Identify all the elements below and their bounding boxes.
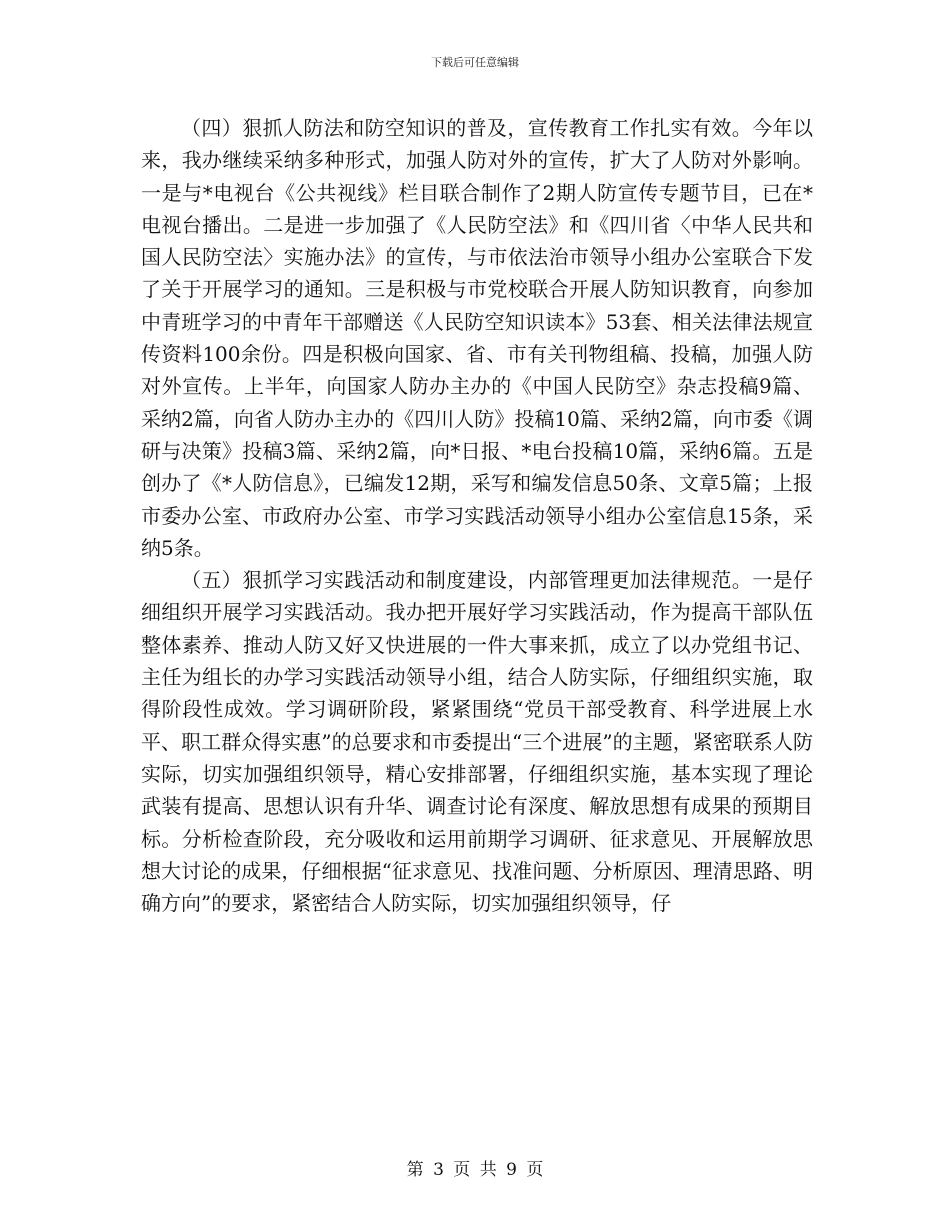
paragraph-section-4: （四）狠抓人防法和防空知识的普及，宣传教育工作扎实有效。今年以来，我办继续采纳多种形式，加强人防对外的宣传，扩大了人防对外影响。一是与*电视台《公共视线》栏目联合制作了2期人防宣传专题节目，已在*电视台播出。二是进一步加强了《人民防空法》和《四川省〈中华人民共和国人民防空法〉实施办法》的宣传，与市依法治市领导小组办公室联合下发了关于开展学习的通知。三是积极与市党校联合开展人防知识教育，向参加中青班学习的中青年干部赠送《人民防空知识读本》53套、相关法律法规宣传资料100余份。四是积极向国家、省、市有关刊物组稿、投稿，加强人防对外宣传。上半年，向国家人防办主办的《中国人民防空》杂志投稿9篇、采纳2篇，向省人防办主办的《四川人防》投稿10篇、采纳2篇，向市委《调研与决策》投稿3篇、采纳2篇，向*日报、*电台投稿10篇，采纳6篇。五是创办了《*人防信息》，已编发12期，采写和编发信息50条、文章5篇；上报市委办公室、市政府办公室、市学习实践活动领导小组办公室信息15条，采纳5条。: [141, 116, 813, 560]
document-body: [141, 112, 813, 919]
page-header: 下载后可任意编辑: [431, 56, 519, 69]
page-footer: 第 3 页 共 9 页: [406, 1160, 544, 1180]
paragraph-section-5: （五）狠抓学习实践活动和制度建设，内部管理更加法律规范。一是仔细组织开展学习实践活动。我办把开展好学习实践活动，作为提高干部队伍整体素养、推动人防又好又快进展的一件大事来抓，成立了以办党组书记、主任为组长的办学习实践活动领导小组，结合人防实际，仔细组织实施，取得阶段性成效。学习调研阶段，紧紧围绕“党员干部受教育、科学进展上水平、职工群众得实惠”的总要求和市委提出“三个进展”的主题，紧密联系人防实际，切实加强组织领导，精心安排部署，仔细组织实施，基本实现了理论武装有提高、思想认识有升华、调查讨论有深度、解放思想有成果的预期目标。分析检查阶段，充分吸收和运用前期学习调研、征求意见、开展解放思想大讨论的成果，仔细根据“征求意见、找准问题、分析原因、理清思路、明确方向”的要求，紧密结合人防实际，切实加强组织领导，仔: [141, 568, 813, 916]
